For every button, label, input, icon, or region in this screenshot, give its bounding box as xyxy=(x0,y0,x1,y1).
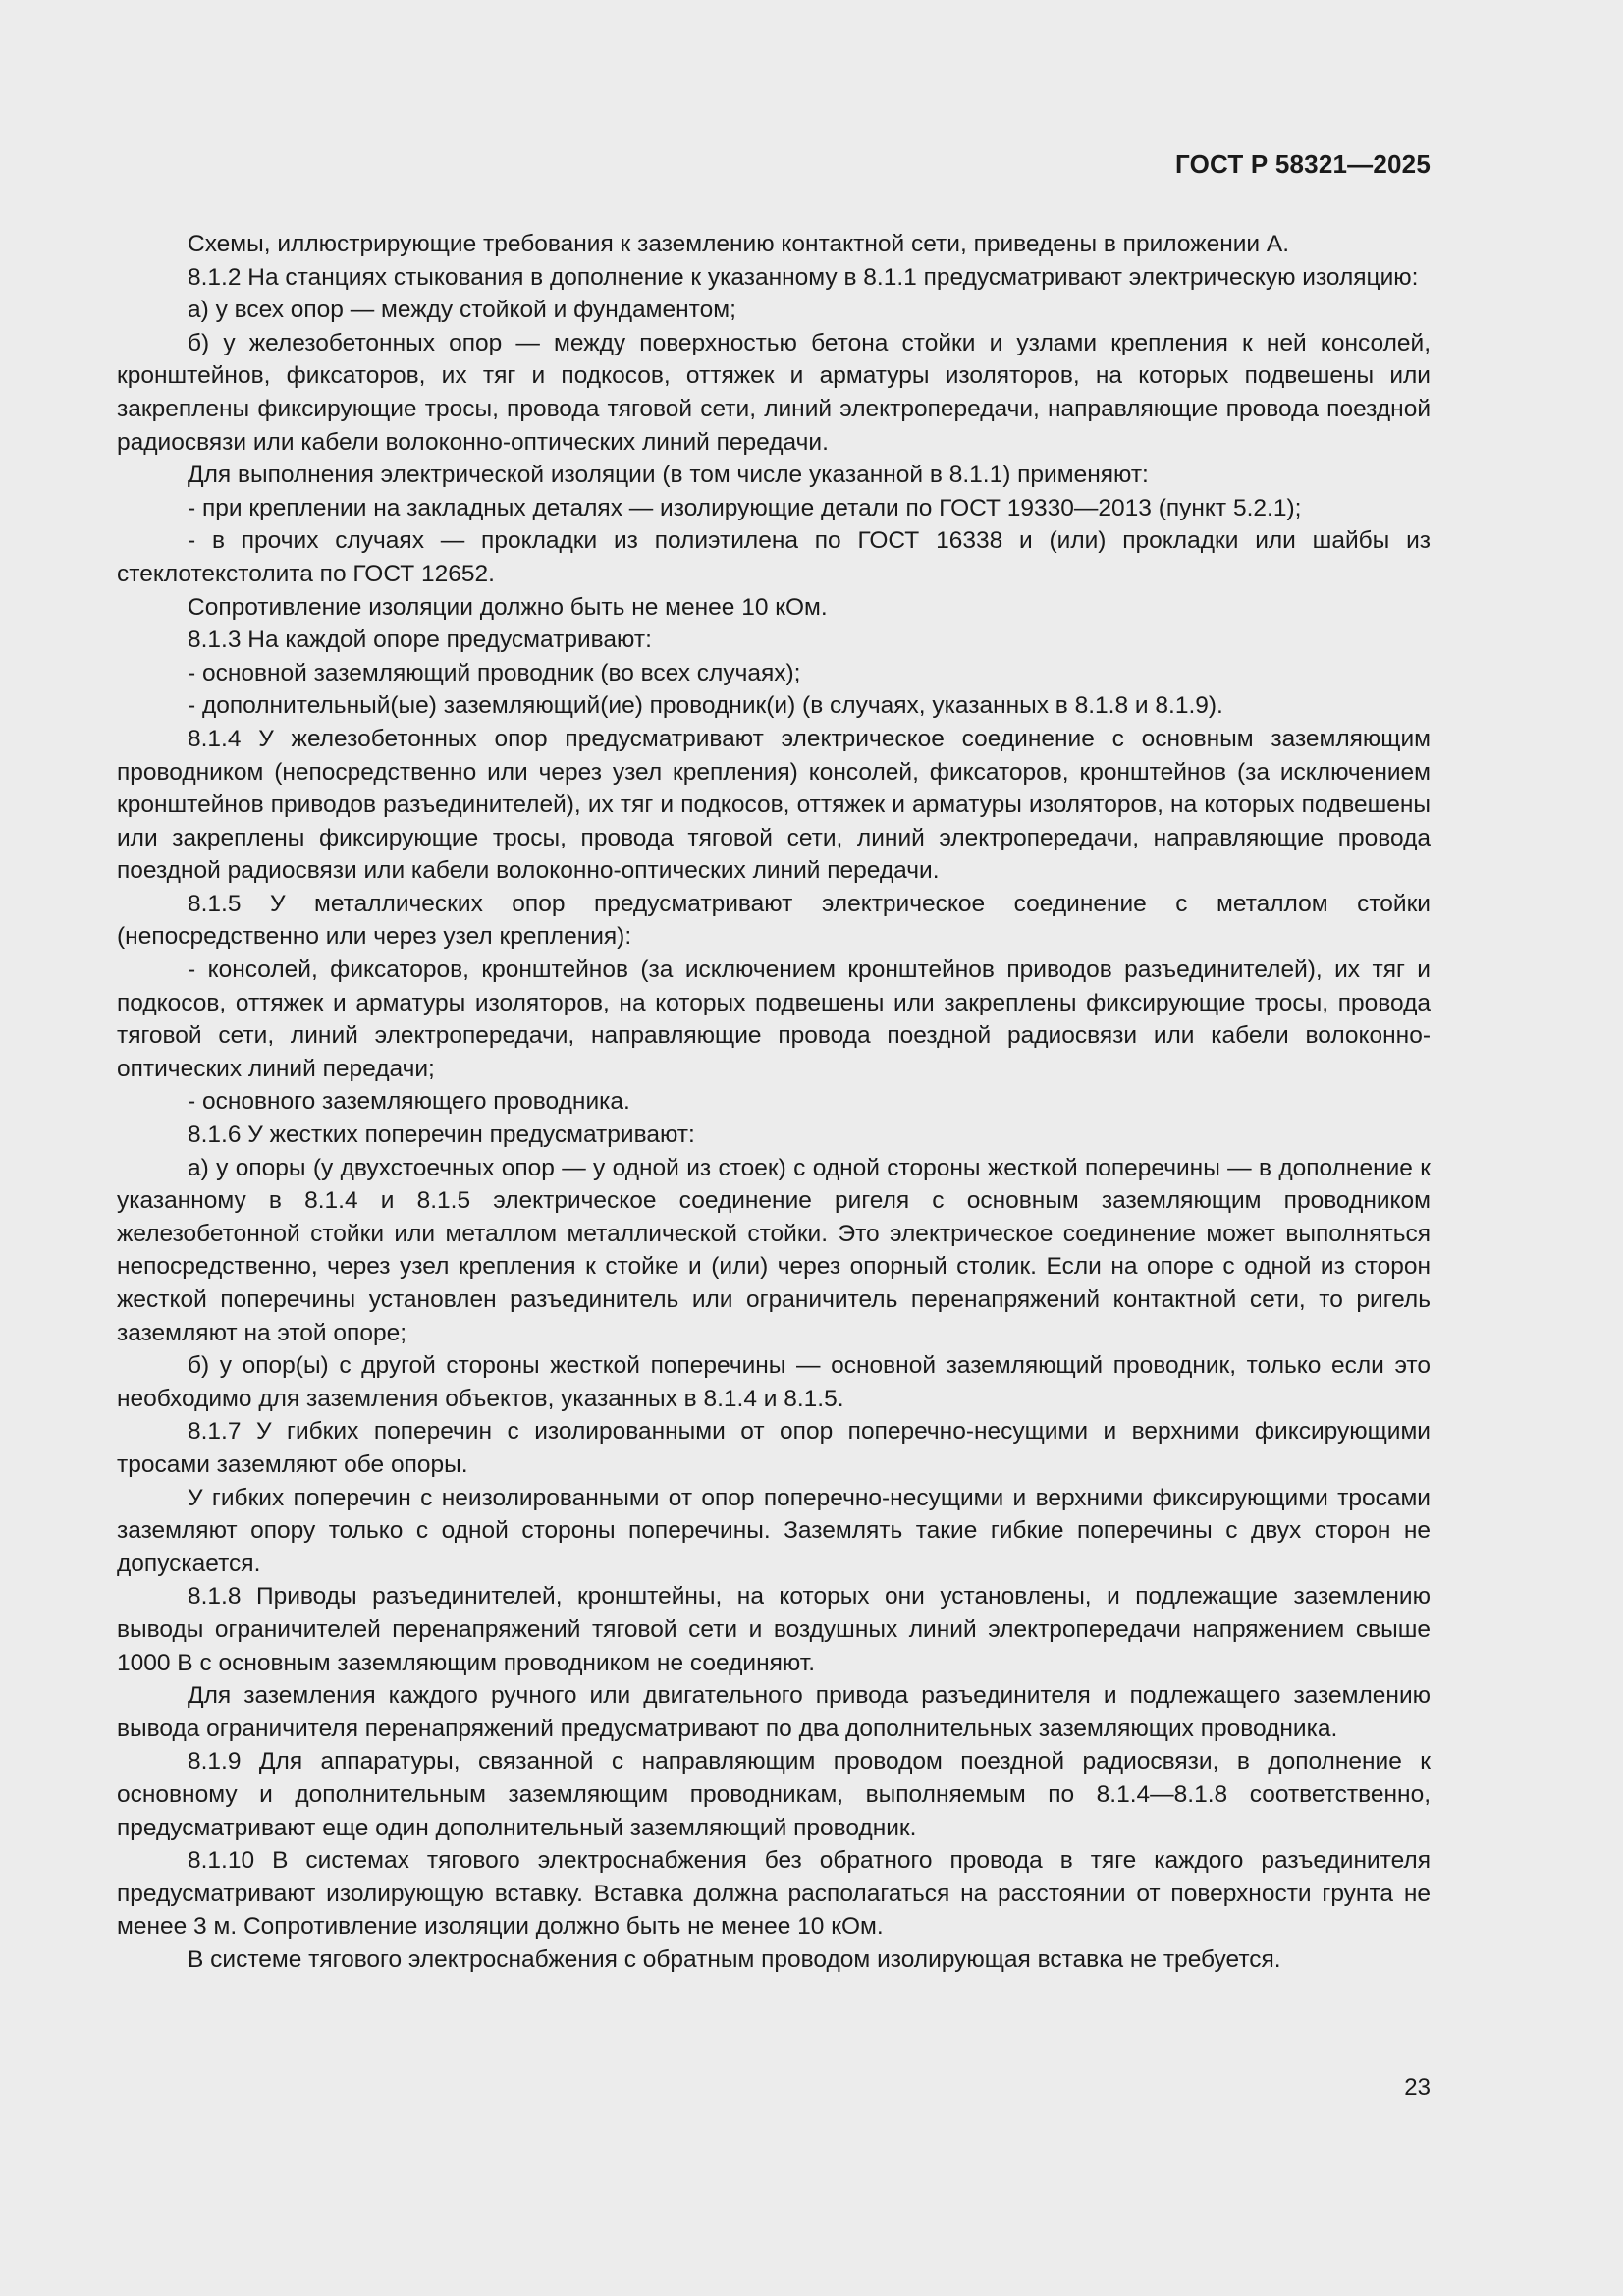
paragraph: 8.1.2 На станциях стыкования в дополнение к указанному в 8.1.1 предусматривают электрическую изоляцию: xyxy=(188,263,1419,291)
paragraph: а) у всех опор — между стойкой и фундаментом; xyxy=(188,297,736,324)
paragraph: а) у опоры (у двухстоечных опор — у одной из стоек) с одной стороны жесткой поперечины — в дополнение к указанному в 8.1.4 и 8.1.5 электрическое соединение ригеля с основным заземляющим проводником железобетонной стойки или металлом металлической стойки. Это электрическое соединение может выполняться непосредственно, через узел крепления к стойке и (или) через опорный столик. Если на опоре с одной из сторон жесткой поперечины установлен разъединитель или ограничитель перенапряжений контактной сети, то ригель заземляют на этой опоре; xyxy=(117,1154,1431,1346)
list-item: - дополнительный(ые) заземляющий(ие) проводник(и) (в случаях, указанных в 8.1.8 и 8.1.9). xyxy=(188,692,1223,720)
list-item: - основной заземляющий проводник (во всех случаях); xyxy=(188,659,801,686)
paragraph: 8.1.3 На каждой опоре предусматривают: xyxy=(188,627,652,654)
paragraph: 8.1.6 У жестких поперечин предусматривают: xyxy=(188,1121,695,1149)
document-body xyxy=(117,228,1431,1976)
paragraph: б) у опор(ы) с другой стороны жесткой поперечины — основной заземляющий проводник, только если это необходимо для заземления объектов, указанных в 8.1.4 и 8.1.5. xyxy=(117,1352,1431,1412)
list-item: - при креплении на закладных деталях — изолирующие детали по ГОСТ 19330—2013 (пункт 5.2.1); xyxy=(188,494,1302,521)
list-item: - в прочих случаях — прокладки из полиэтилена по ГОСТ 16338 и (или) прокладки или шайбы из стеклотекстолита по ГОСТ 12652. xyxy=(117,527,1431,587)
paragraph: Для заземления каждого ручного или двигательного привода разъединителя и подлежащего заземлению вывода ограничителя перенапряжений предусматривают по два дополнительных заземляющих проводника. xyxy=(117,1682,1431,1742)
paragraph: У гибких поперечин с неизолированными от опор поперечно-несущими и верхними фиксирующими тросами заземляют опору только с одной стороны поперечины. Заземлять такие гибкие поперечины с двух сторон не допускается. xyxy=(117,1484,1431,1577)
page-number: 23 xyxy=(1404,2074,1431,2101)
paragraph: В системе тягового электроснабжения с обратным проводом изолирующая вставка не требуется. xyxy=(188,1945,1281,1973)
paragraph: 8.1.4 У железобетонных опор предусматривают электрическое соединение с основным заземляющим проводником (непосредственно или через узел крепления) консолей, фиксаторов, кронштейнов (за исключением кронштейнов приводов разъединителей), их тяг и подкосов, оттяжек и арматуры изоляторов, на которых подвешены или закреплены фиксирующие тросы, провода тяговой сети, линий электропередачи, направляющие провода поездной радиосвязи или кабели волоконно-оптических линий передачи. xyxy=(117,725,1431,885)
paragraph: б) у железобетонных опор — между поверхностью бетона стойки и узлами крепления к ней консолей, кронштейнов, фиксаторов, их тяг и подкосов, оттяжек и арматуры изоляторов, на которых подвешены или закреплены фиксирующие тросы, провода тяговой сети, линий электропередачи, направляющие провода поездной радиосвязи или кабели волоконно-оптических линий передачи. xyxy=(117,329,1431,456)
paragraph: 8.1.8 Приводы разъединителей, кронштейны, на которых они установлены, и подлежащие заземлению выводы ограничителей перенапряжений тяговой сети и воздушных линий электропередачи напряжением свыше 1000 В с основным заземляющим проводником не соединяют. xyxy=(117,1583,1431,1676)
paragraph: 8.1.5 У металлических опор предусматривают электрическое соединение с металлом стойки (непосредственно или через узел крепления): xyxy=(117,890,1431,951)
document-id: ГОСТ Р 58321—2025 xyxy=(1175,149,1431,179)
paragraph: Схемы, иллюстрирующие требования к заземлению контактной сети, приведены в приложении А. xyxy=(188,231,1290,257)
paragraph: 8.1.7 У гибких поперечин с изолированными от опор поперечно-несущими и верхними фиксирующими тросами заземляют обе опоры. xyxy=(117,1418,1431,1478)
paragraph: Сопротивление изоляции должно быть не менее 10 кОм. xyxy=(188,593,828,621)
paragraph: Для выполнения электрической изоляции (в том числе указанной в 8.1.1) применяют: xyxy=(188,462,1149,489)
list-item: - консолей, фиксаторов, кронштейнов (за исключением кронштейнов приводов разъединителей), их тяг и подкосов, оттяжек и арматуры изоляторов, на которых подвешены или закреплены фиксирующие тросы, провода тяговой сети, линий электропередачи, направляющие провода поездной радиосвязи или кабели волоконно-оптических линий передачи; xyxy=(117,957,1431,1082)
paragraph: 8.1.9 Для аппаратуры, связанной с направляющим проводом поездной радиосвязи, в дополнение к основному и дополнительным заземляющим проводникам, выполняемым по 8.1.4—8.1.8 соответственно, предусматривают еще один дополнительный заземляющий проводник. xyxy=(117,1748,1431,1841)
document-header xyxy=(0,147,1431,181)
list-item: - основного заземляющего проводника. xyxy=(188,1088,630,1116)
paragraph: 8.1.10 В системах тягового электроснабжения без обратного провода в тяге каждого разъединителя предусматривают изолирующую вставку. Вставка должна располагаться на расстоянии от поверхности грунта не менее 3 м. Сопротивление изоляции должно быть не менее 10 кОм. xyxy=(117,1847,1431,1941)
